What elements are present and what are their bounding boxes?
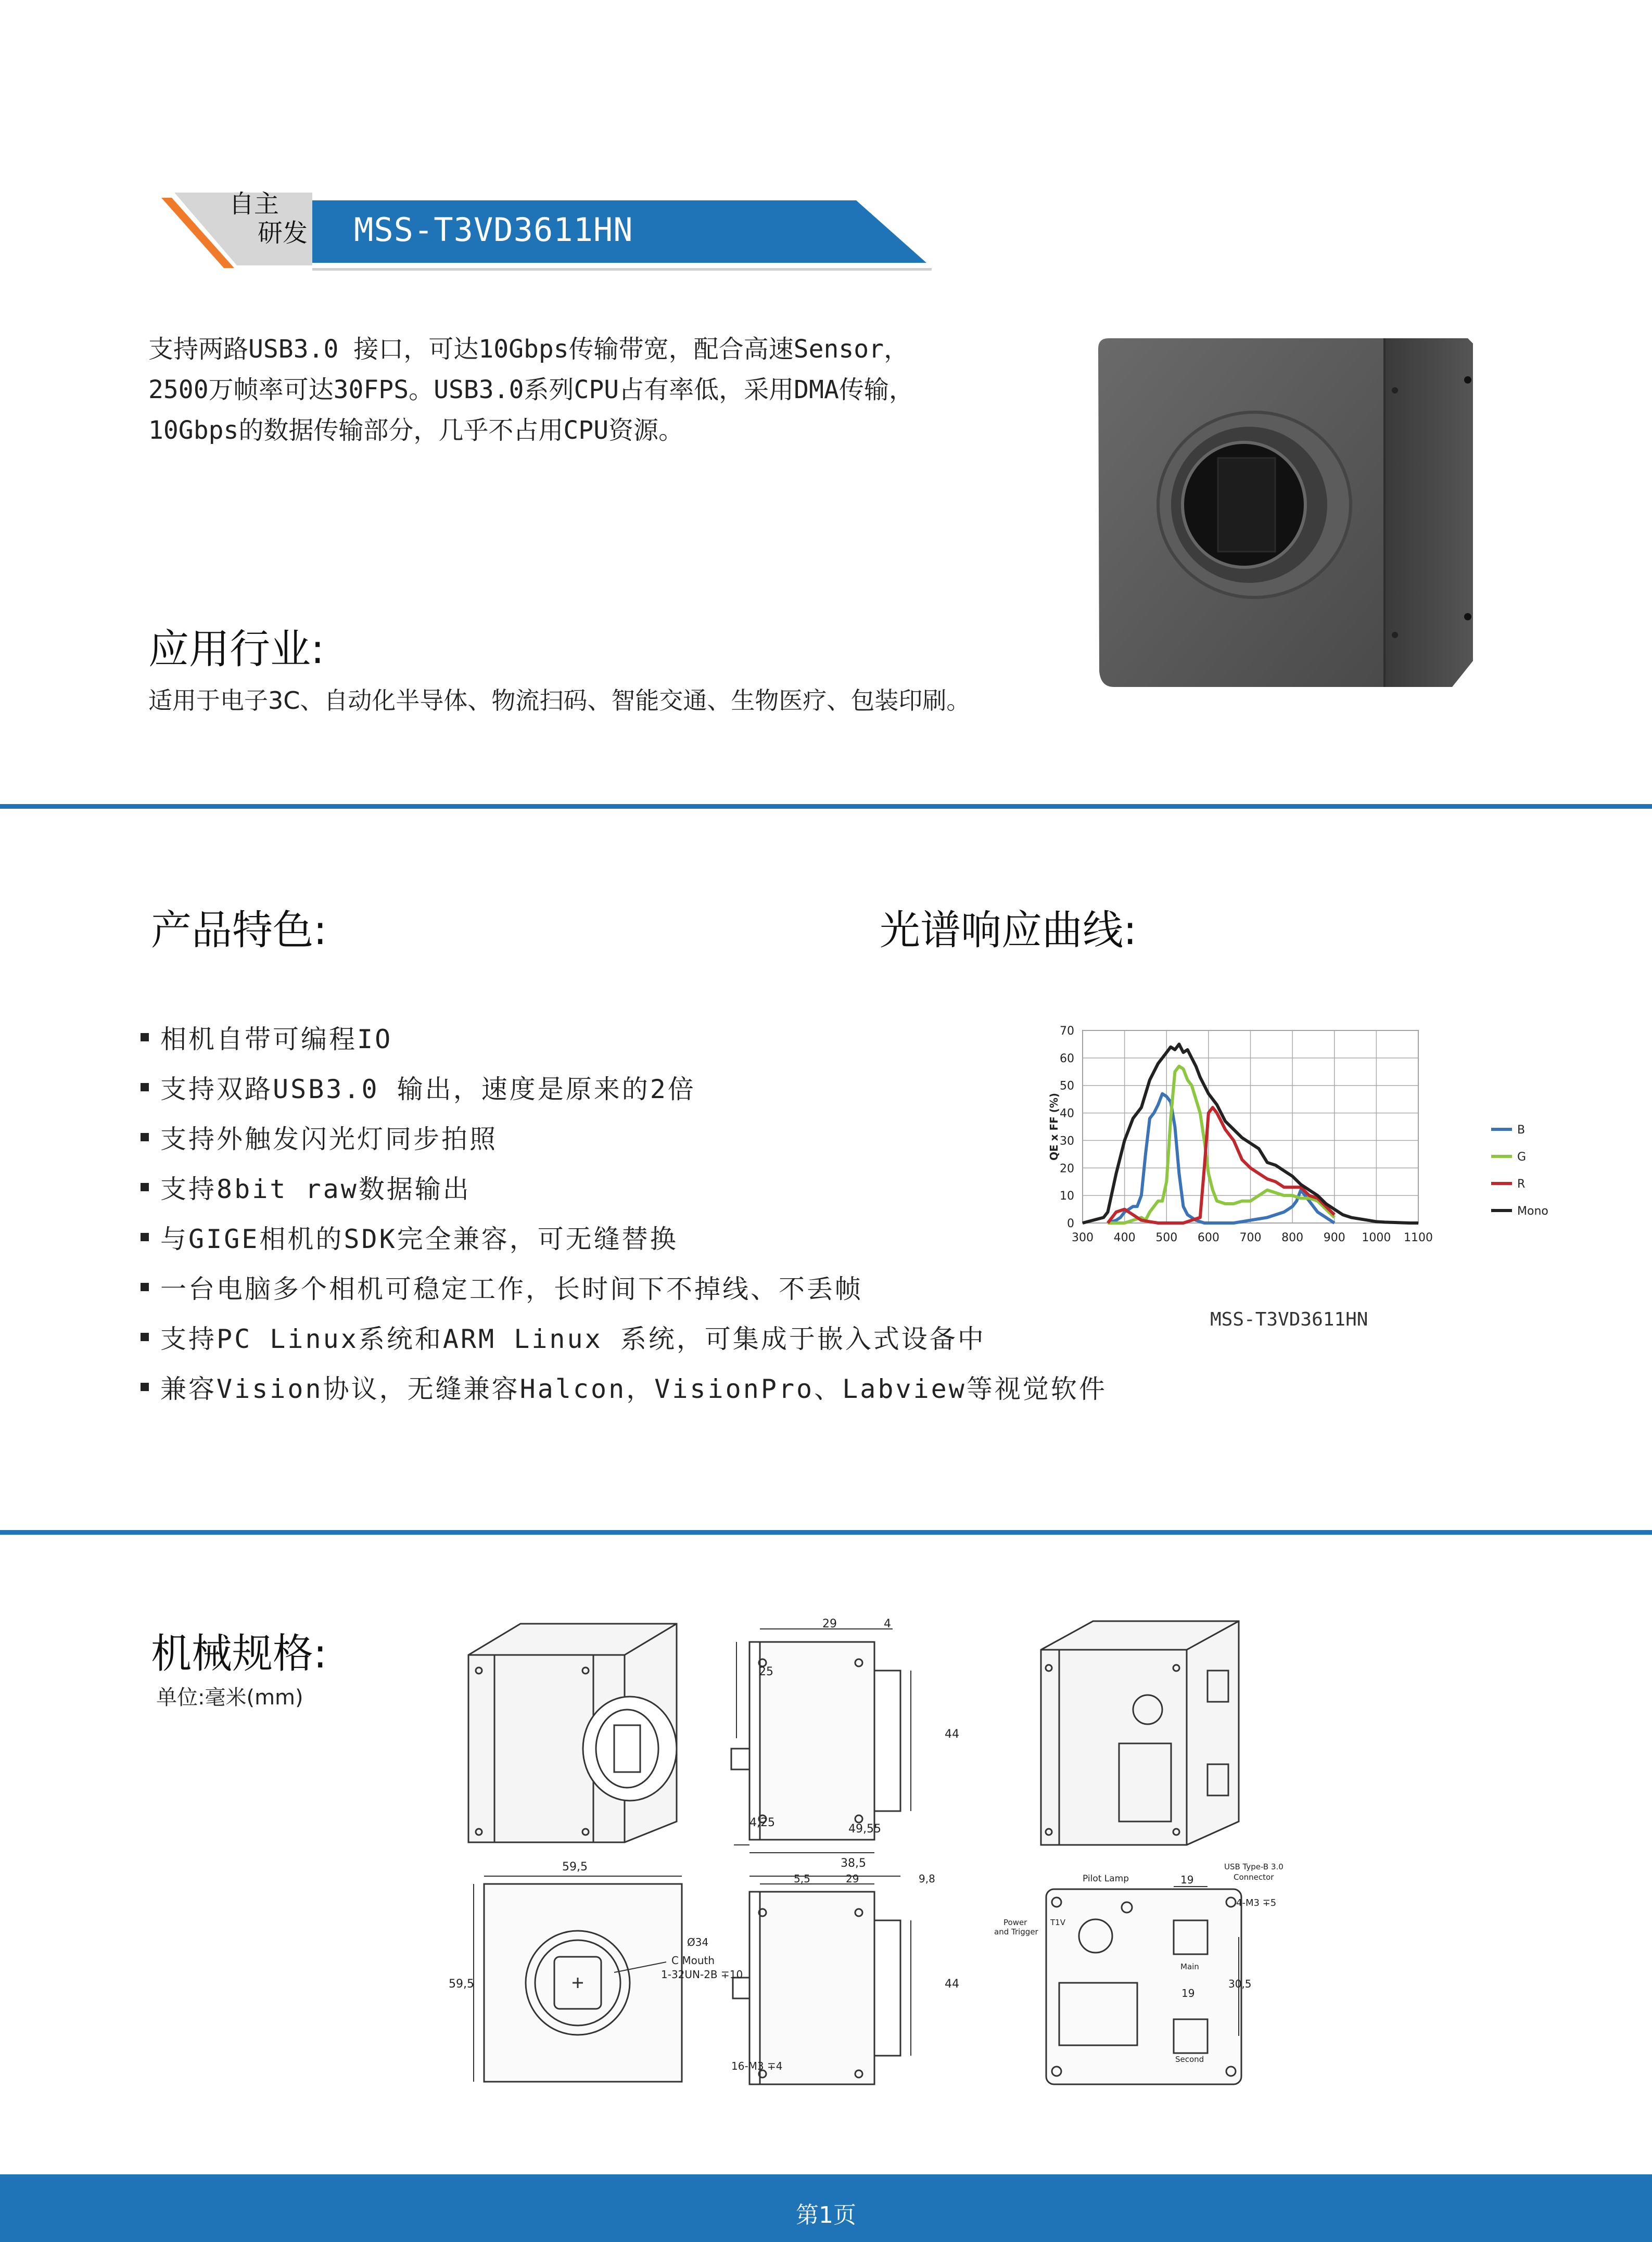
bullet-icon: [141, 1383, 149, 1391]
spectral-heading: 光谱响应曲线:: [880, 907, 1137, 954]
chart-grid: [1083, 1030, 1418, 1223]
dim-label: 59,5: [449, 1978, 474, 1991]
model-title: MSS-T3VD3611HN: [354, 211, 633, 249]
bullet-icon: [141, 1183, 149, 1191]
dim-label: USB Type-B 3.0: [1224, 1862, 1284, 1871]
feature-text: 支持PC Linux系统和ARM Linux 系统，可集成于嵌入式设备中: [160, 1324, 986, 1354]
feature-item: [141, 1112, 1107, 1162]
dim-label: 9,8: [919, 1872, 935, 1885]
feature-item: [141, 1262, 1107, 1312]
chart-legend-label: Mono: [1517, 1205, 1548, 1218]
feature-text: 一台电脑多个相机可稳定工作，长时间下不掉线、不丢帧: [160, 1274, 863, 1304]
dim-label: Connector: [1234, 1872, 1274, 1882]
iso-front-drawing: [468, 1624, 677, 1842]
chart-ytick-label: 0: [1067, 1217, 1074, 1230]
chart-ylabel: QE x FF (%): [1048, 1092, 1060, 1161]
chart-xtick-label: 1100: [1404, 1231, 1433, 1244]
badge-text-2: 研发: [258, 219, 308, 248]
chart-legend: [1491, 1124, 1548, 1218]
intro-line: 10Gbps的数据传输部分，几乎不占用CPU资源。: [148, 416, 684, 445]
dim-label: 29: [846, 1872, 859, 1885]
feature-item: [141, 1362, 1107, 1412]
dim-label: 19: [1181, 1987, 1195, 1999]
iso-back-drawing: [1041, 1621, 1239, 1845]
dim-label: 4-M3 ∓5: [1236, 1897, 1277, 1908]
dim-label: 4,25: [749, 1816, 775, 1829]
dim-label: 4: [884, 1617, 891, 1630]
chart-xtick-label: 400: [1113, 1231, 1136, 1244]
features-heading: 产品特色:: [151, 907, 327, 954]
feature-list: [141, 1012, 1107, 1412]
bullet-icon: [141, 1283, 149, 1291]
chart-ytick-label: 70: [1060, 1025, 1074, 1038]
chart-xtick-label: 700: [1239, 1231, 1262, 1244]
chart-xtick-label: 600: [1197, 1231, 1219, 1244]
feature-item: [141, 1062, 1107, 1112]
dim-label: Power: [1003, 1918, 1027, 1927]
feature-item: [141, 1162, 1107, 1212]
bullet-icon: [141, 1033, 149, 1041]
chart-legend-label: R: [1517, 1178, 1526, 1191]
badge-text-1: 自主: [229, 189, 279, 219]
camera-product-image: [1093, 333, 1489, 692]
banner-underline: [312, 268, 932, 271]
feature-text: 兼容Vision协议，无缝兼容Halcon，VisionPro、Labview等视觉软件: [160, 1374, 1107, 1404]
intro-line: 支持两路USB3.0 接口，可达10Gbps传输带宽，配合高速Sensor，: [148, 335, 909, 364]
spectral-chart: [1036, 1020, 1567, 1291]
intro-text: [148, 329, 1033, 451]
dim-label: 49,55: [848, 1823, 881, 1836]
dim-label: Ø34: [687, 1936, 709, 1948]
feature-item: [141, 1312, 1107, 1362]
bullet-icon: [141, 1133, 149, 1141]
chart-xtick-label: 900: [1323, 1231, 1345, 1244]
feature-item: [141, 1012, 1107, 1062]
dim-label: 44: [945, 1978, 959, 1991]
unit-label: 单位:毫米(mm): [156, 1686, 303, 1710]
chart-xtick-label: 800: [1281, 1231, 1304, 1244]
feature-text: 支持8bit raw数据输出: [160, 1174, 471, 1204]
chart-legend-label: B: [1517, 1124, 1526, 1137]
feature-text: 支持外触发闪光灯同步拍照: [160, 1124, 498, 1154]
chart-ytick-label: 20: [1060, 1162, 1074, 1176]
chart-ytick-label: 30: [1060, 1135, 1074, 1148]
chart-ytick-label: 40: [1060, 1107, 1074, 1120]
bullet-icon: [141, 1333, 149, 1341]
feature-text: 相机自带可编程IO: [160, 1024, 393, 1054]
dim-label: 25: [759, 1665, 773, 1678]
bullet-icon: [141, 1083, 149, 1091]
dim-label: C Mouth: [671, 1954, 715, 1967]
dim-label: 16-M3 ∓4: [731, 2060, 783, 2072]
chart-legend-label: G: [1517, 1151, 1527, 1164]
dim-label: Second: [1175, 2055, 1204, 2064]
chart-ytick-label: 60: [1060, 1052, 1074, 1065]
chart-caption: MSS-T3VD3611HN: [1210, 1309, 1368, 1330]
intro-line: 2500万帧率可达30FPS。USB3.0系列CPU占有率低，采用DMA传输，: [148, 375, 914, 404]
industry-heading: 应用行业:: [148, 626, 325, 673]
chart-ytick-label: 10: [1060, 1190, 1074, 1203]
dim-label: 19: [1180, 1874, 1194, 1886]
dim-label: 1-32UN-2B ∓10: [661, 1968, 743, 1981]
dim-label: Main: [1180, 1962, 1199, 1971]
feature-item: [141, 1212, 1107, 1262]
mechanical-drawings: [458, 1613, 1322, 2092]
chart-xtick-label: 300: [1072, 1231, 1094, 1244]
section-divider: [0, 804, 1652, 809]
dim-label: 5,5: [794, 1872, 810, 1885]
back-view-drawing: [1046, 1887, 1241, 2084]
dim-label: Pilot Lamp: [1083, 1874, 1129, 1884]
bullet-icon: [141, 1233, 149, 1241]
front-view-drawing: [474, 1876, 682, 2082]
chart-xtick-label: 1000: [1362, 1231, 1391, 1244]
page-number: 第1页: [796, 2202, 856, 2228]
dim-label: T1V: [1050, 1918, 1065, 1927]
feature-text: 支持双路USB3.0 输出，速度是原来的2倍: [160, 1074, 696, 1104]
dim-label: 59,5: [562, 1861, 588, 1874]
dim-label: and Trigger: [994, 1927, 1038, 1937]
side-view-bottom-drawing: [733, 1876, 911, 2084]
dim-label: 30,5: [1228, 1978, 1252, 1990]
mechanical-heading: 机械规格:: [151, 1630, 327, 1677]
dim-label: 44: [945, 1728, 959, 1741]
industry-text: 适用于电子3C、自动化半导体、物流扫码、智能交通、生物医疗、包装印刷。: [148, 686, 971, 715]
chart-xtick-label: 500: [1155, 1231, 1178, 1244]
dim-label: 38,5: [841, 1857, 866, 1870]
feature-text: 与GIGE相机的SDK完全兼容，可无缝替换: [160, 1224, 678, 1254]
section-divider: [0, 1530, 1652, 1535]
chart-ytick-label: 50: [1060, 1079, 1074, 1093]
dim-label: 29: [822, 1617, 837, 1630]
